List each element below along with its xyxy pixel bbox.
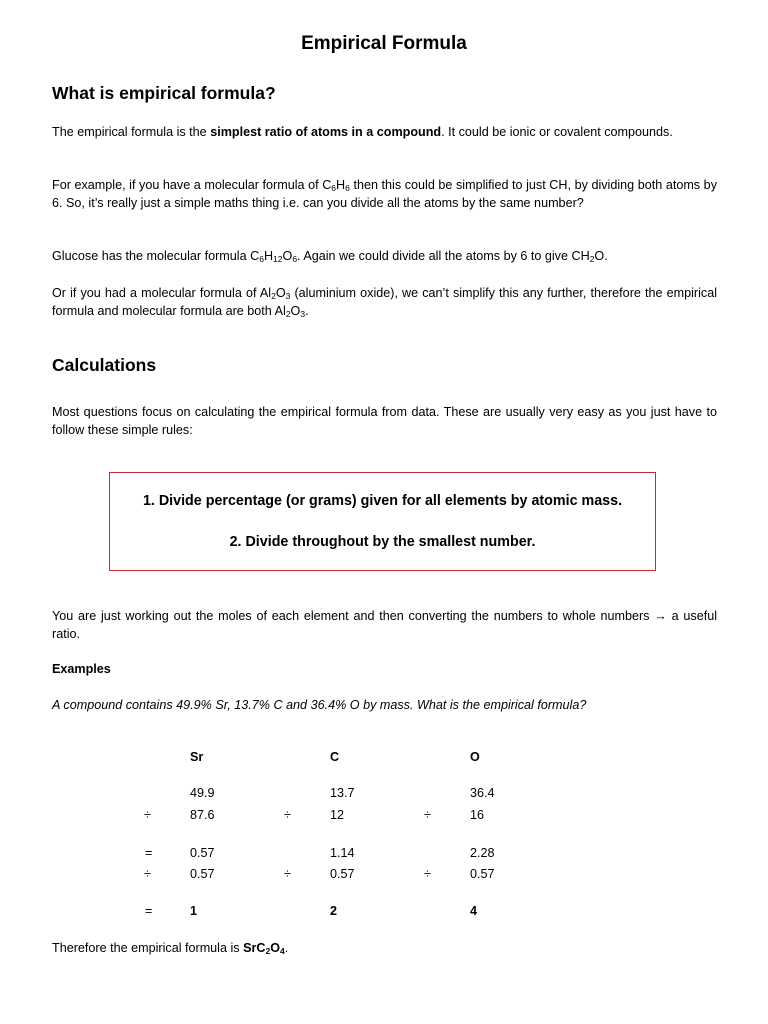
example-question: A compound contains 49.9% Sr, 13.7% C and 36.4% O by mass. What is the empirical formula? <box>52 698 587 712</box>
equals-symbol: = <box>145 904 153 918</box>
section-heading-what-is: What is empirical formula? <box>52 83 276 103</box>
atomic-mass-sr: 87.6 <box>190 808 215 822</box>
moles-sr: 0.57 <box>190 846 215 860</box>
header-c: C <box>330 750 340 764</box>
definition-paragraph: The empirical formula is the simplest ratio of atoms in a compound. It could be ionic or covalent compounds. <box>52 125 673 139</box>
smallest-o: 0.57 <box>470 867 495 881</box>
page-title: Empirical Formula <box>301 33 467 54</box>
ratio-sr: 1 <box>190 904 198 918</box>
smallest-c: 0.57 <box>330 867 355 881</box>
smallest-sr: 0.57 <box>190 867 215 881</box>
moles-explanation: You are just working out the moles of each element and then converting the numbers to whole numbers → a useful ratio. <box>52 609 717 641</box>
moles-o: 2.28 <box>470 846 495 860</box>
definition-bold: simplest ratio of atoms in a compound <box>210 125 442 139</box>
aluminium-oxide-paragraph: Or if you had a molecular formula of $Al_2O_3$ (aluminium oxide), we can’t simplify this any further, therefore the empirical formula and molecular formula are both $Al_2O_3$. <box>52 286 717 319</box>
atomic-mass-o: 16 <box>470 808 485 822</box>
equals-symbol: = <box>145 846 153 860</box>
empirical-formula-answer: $SrC_2O_4$ <box>243 941 285 956</box>
conclusion-paragraph: Therefore the empirical formula is $SrC_2O_4$. <box>52 941 289 956</box>
example-paragraph: For example, if you have a molecular formula of $C_6H_6$ then this could be simplified to just CH, by dividing both atoms by 6. So, it’s really just a simple maths thing i.e. can you divide all the atoms by the same number? <box>52 178 717 210</box>
rule-1: 1. Divide percentage (or grams) given for all elements by atomic mass. <box>142 493 623 509</box>
divide-symbol: ÷ <box>284 808 291 822</box>
header-sr: Sr <box>190 750 204 764</box>
rules-box <box>109 472 656 571</box>
divide-symbol: ÷ <box>144 808 151 822</box>
divide-symbol: ÷ <box>144 867 151 881</box>
atomic-mass-c: 12 <box>330 808 345 822</box>
moles-c: 1.14 <box>330 846 355 860</box>
divide-symbol: ÷ <box>424 808 431 822</box>
rule-2: 2. Divide throughout by the smallest number. <box>229 534 536 550</box>
examples-label: Examples <box>52 662 111 676</box>
divide-symbol: ÷ <box>424 867 431 881</box>
section-heading-calculations: Calculations <box>52 355 157 375</box>
mass-sr: 49.9 <box>190 786 215 800</box>
mass-c: 13.7 <box>330 786 355 800</box>
ratio-c: 2 <box>330 904 338 918</box>
header-o: O <box>470 750 480 764</box>
calculations-intro: Most questions focus on calculating the empirical formula from data. These are usually very easy as you just have to follow these simple rules: <box>52 405 717 437</box>
ratio-o: 4 <box>470 904 478 918</box>
glucose-paragraph: Glucose has the molecular formula $C_6H_{12}O_6$. Again we could divide all the atoms by 6 to give $CH_2O$. <box>52 249 608 264</box>
mass-o: 36.4 <box>470 786 495 800</box>
divide-symbol: ÷ <box>284 867 291 881</box>
